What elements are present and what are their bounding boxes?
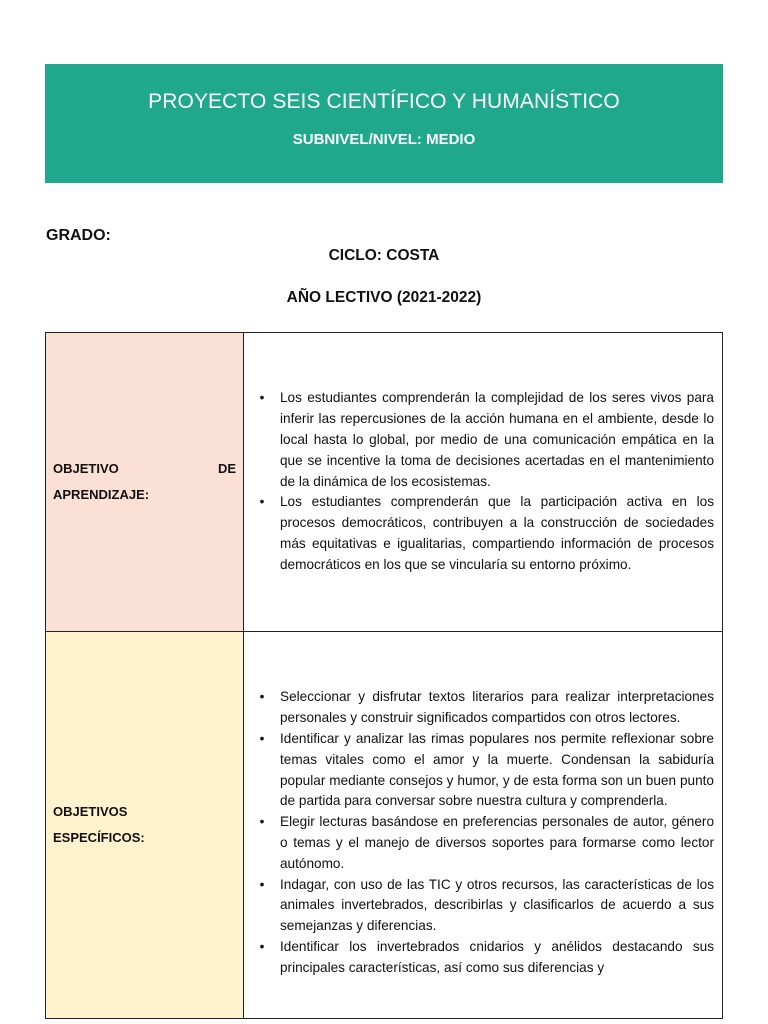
label-text: DE (217, 461, 236, 476)
bullet-icon: • (259, 390, 265, 406)
document-title: PROYECTO SEIS CIENTÍFICO Y HUMANÍSTICO (148, 90, 620, 113)
label-text: OBJETIVO (53, 461, 119, 476)
table-row (46, 632, 723, 1019)
list-item (259, 937, 714, 979)
document-subtitle: SUBNIVEL/NIVEL: MEDIO (292, 131, 476, 148)
bullet-icon: • (259, 938, 265, 954)
objetivo-aprendizaje-label (46, 333, 244, 632)
label-text: ESPECÍFICOS: (53, 830, 145, 845)
label-text: OBJETIVOS (53, 804, 128, 819)
bullet-icon: • (259, 876, 265, 892)
list-item-text: Seleccionar y disfrutar textos literarios para realizar interpretaciones personales y construir significados compartidos con otros lectores. (280, 689, 714, 726)
table-row (46, 333, 723, 632)
objetivo-aprendizaje-content (244, 333, 723, 632)
bullet-icon: • (259, 731, 265, 747)
list-item (259, 388, 714, 492)
header-banner (45, 64, 723, 183)
list-item (259, 687, 714, 729)
grado-label: GRADO: (46, 227, 111, 244)
objetivos-especificos-label (46, 632, 244, 1019)
list-item-text: Los estudiantes comprenderán que la participación activa en los procesos democráticos, contribuyen a la construcción de sociedades más equitativas e igualitarias, compartiendo información de procesos democráticos en los que se vincularía su entorno próximo. (280, 494, 714, 572)
ciclo-label: CICLO: COSTA (328, 247, 440, 264)
list-item-text: Elegir lecturas basándose en preferencias personales de autor, género o temas y el manejo de diversos soportes para formarse como lector autónomo. (280, 814, 714, 871)
anio-lectivo-label: AÑO LECTIVO (2021-2022) (286, 289, 482, 306)
bullet-list (256, 687, 714, 978)
bullet-list (256, 388, 714, 575)
list-item (259, 492, 714, 575)
list-item-text: Indagar, con uso de las TIC y otros recursos, las características de los animales invertebrados, describirlas y clasificarlos de acuerdo a sus semejanzas y diferencias. (280, 876, 714, 934)
list-item (259, 812, 714, 874)
bullet-icon: • (259, 689, 265, 705)
list-item-text: Los estudiantes comprenderán la complejidad de los seres vivos para inferir las repercusiones de la acción humana en el ambiente, desde lo local hasta lo global, por medio de una comunicación empática en la que se incentive la toma de decisiones acertadas en el mantenimiento de la dinámica de los ecosistemas. (280, 390, 714, 489)
list-item (259, 875, 714, 937)
bullet-icon: • (259, 814, 265, 830)
objectives-table (45, 332, 723, 1019)
objetivos-especificos-content (244, 632, 723, 1019)
bullet-icon: • (259, 494, 265, 510)
list-item-text: Identificar los invertebrados cnidarios y anélidos destacando sus principales características, así como sus diferencias y (280, 938, 714, 975)
list-item-text: Identificar y analizar las rimas populares nos permite reflexionar sobre temas vitales como el amor y la muerte. Condensan la sabiduría popular mediante consejos y humor, y de esta forma son un buen punto de partida para conversar sobre nuestra cultura y comprenderla. (280, 731, 714, 809)
label-text: APRENDIZAJE: (53, 487, 150, 502)
list-item (259, 729, 714, 812)
